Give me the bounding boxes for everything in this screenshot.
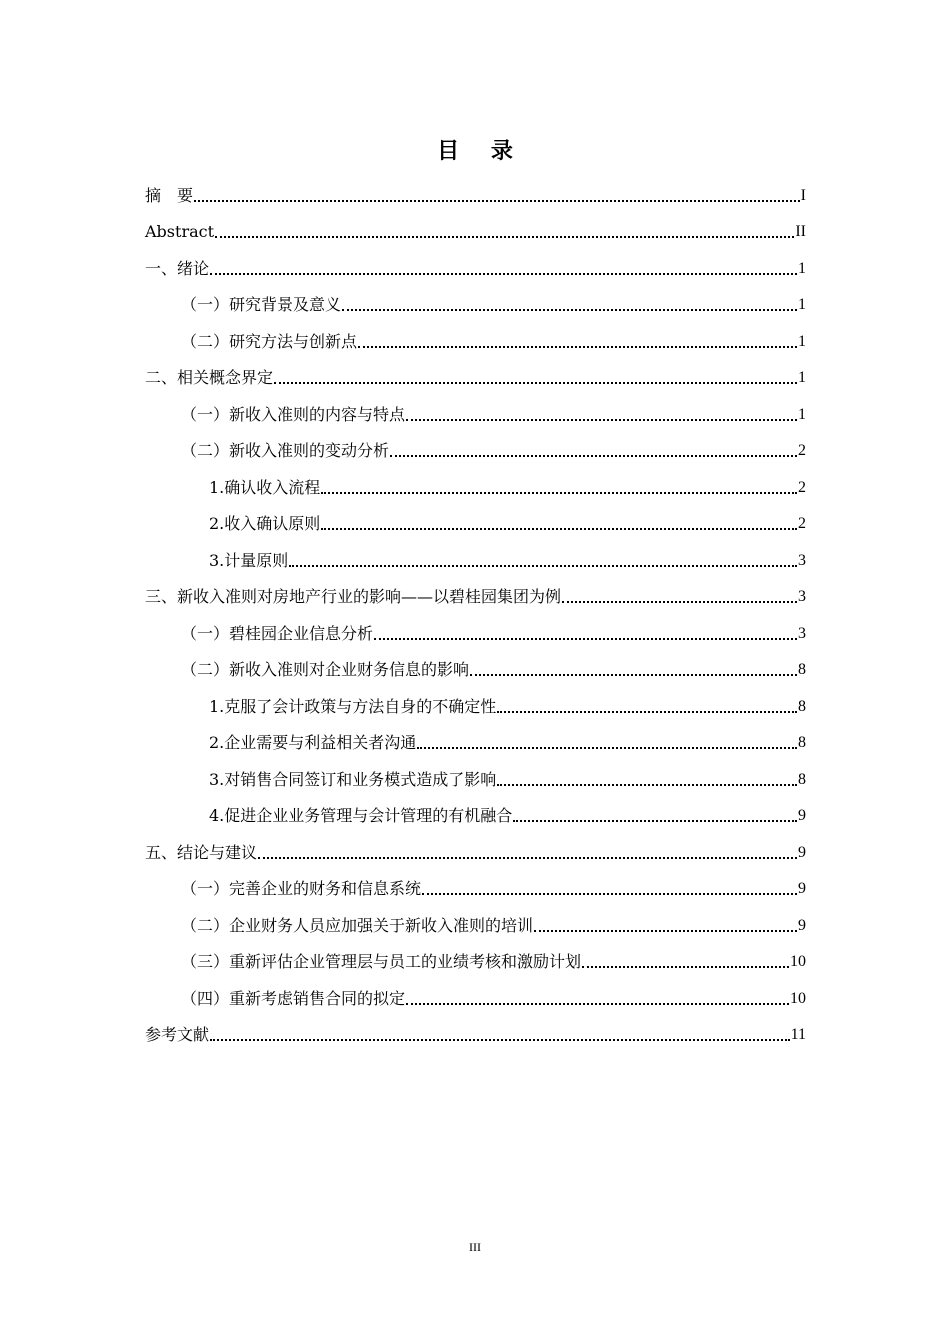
dot-leader	[358, 346, 797, 348]
toc-entry-page: 9	[798, 916, 806, 934]
toc-entry-label: （一）新收入准则的内容与特点	[181, 404, 406, 424]
toc-entry[interactable]	[145, 356, 806, 393]
toc-entry[interactable]	[145, 830, 806, 867]
toc-entry[interactable]	[145, 429, 806, 466]
toc-entry-page: 10	[790, 989, 806, 1007]
toc-entry-page: 11	[790, 1026, 806, 1043]
toc-entry[interactable]	[145, 319, 806, 356]
dot-leader	[215, 236, 794, 238]
toc-entry-label: （二）新收入准则的变动分析	[181, 441, 390, 460]
dot-leader	[582, 966, 789, 968]
toc-entry[interactable]	[145, 794, 806, 831]
toc-entry-label: （一）完善企业的财务和信息系统	[181, 879, 422, 898]
toc-entry[interactable]	[145, 684, 806, 721]
toc-entry[interactable]	[145, 976, 806, 1013]
toc-entry[interactable]	[145, 940, 806, 977]
toc-entry-page: 9	[798, 880, 806, 897]
dot-leader	[497, 784, 797, 786]
toc-entry[interactable]	[145, 1013, 806, 1050]
toc-entry-page: 8	[798, 770, 806, 788]
toc-entry-label: 五、结论与建议	[145, 842, 258, 862]
toc-entry[interactable]	[145, 867, 806, 904]
toc-entry-page: 3	[798, 624, 806, 642]
toc-entry-label: 摘 要	[145, 185, 194, 205]
toc-entry-page: 8	[798, 697, 806, 715]
toc-entry-label: 三、新收入准则对房地产行业的影响——以碧桂园集团为例	[145, 587, 562, 606]
toc-entry-label: （四）重新考虑销售合同的拟定	[181, 988, 406, 1008]
toc-entry-page: 9	[798, 807, 806, 824]
dot-leader	[562, 601, 797, 603]
toc-list	[145, 173, 806, 1049]
toc-entry-page: 3	[798, 588, 806, 605]
toc-entry-label: 3.对销售合同签订和业务模式造成了影响	[209, 769, 497, 789]
toc-entry[interactable]	[145, 903, 806, 940]
toc-entry[interactable]	[145, 502, 806, 539]
toc-entry-label: 2.收入确认原则	[209, 514, 321, 533]
toc-entry-label: 二、相关概念界定	[145, 368, 274, 387]
toc-entry-page: 8	[798, 661, 806, 678]
dot-leader	[321, 528, 797, 530]
toc-entry-label: （一）研究背景及意义	[181, 295, 342, 314]
dot-leader	[194, 200, 800, 202]
toc-entry[interactable]	[145, 757, 806, 794]
toc-entry-label: 1.确认收入流程	[209, 477, 321, 497]
toc-entry-page: 2	[798, 515, 806, 532]
toc-entry[interactable]	[145, 611, 806, 648]
dot-leader	[374, 638, 797, 640]
dot-leader	[210, 273, 797, 275]
toc-entry-page: I	[800, 186, 806, 204]
toc-entry-label: （二）新收入准则对企业财务信息的影响	[181, 660, 470, 679]
toc-entry[interactable]	[145, 465, 806, 502]
toc-entry-page: 2	[798, 442, 806, 459]
toc-entry[interactable]	[145, 721, 806, 758]
toc-entry-page: II	[795, 223, 806, 240]
toc-entry[interactable]	[145, 210, 806, 247]
toc-entry-page: 2	[798, 478, 806, 496]
toc-entry-label: 一、绪论	[145, 258, 210, 278]
dot-leader	[342, 309, 797, 311]
toc-entry-page: 1	[798, 369, 806, 386]
toc-entry-page: 9	[798, 843, 806, 861]
toc-entry-label: 2.企业需要与利益相关者沟通	[209, 733, 417, 752]
dot-leader	[497, 711, 797, 713]
toc-entry[interactable]	[145, 173, 806, 210]
toc-entry-label: 参考文献	[145, 1025, 210, 1044]
toc-entry-label: 4.促进企业业务管理与会计管理的有机融合	[209, 806, 513, 825]
toc-entry[interactable]	[145, 246, 806, 283]
toc-entry[interactable]	[145, 575, 806, 612]
dot-leader	[258, 857, 797, 859]
toc-entry-label: （一）碧桂园企业信息分析	[181, 623, 374, 643]
toc-entry-label: （二）研究方法与创新点	[181, 331, 358, 351]
dot-leader	[513, 820, 797, 822]
toc-entry-page: 1	[798, 259, 806, 277]
toc-entry-label: （三）重新评估企业管理层与员工的业绩考核和激励计划	[181, 952, 582, 971]
toc-entry-label: Abstract	[145, 222, 215, 241]
toc-entry-label: 1.克服了会计政策与方法自身的不确定性	[209, 696, 497, 716]
dot-leader	[417, 747, 797, 749]
toc-entry-page: 8	[798, 734, 806, 751]
toc-entry-label: 3.计量原则	[209, 550, 289, 570]
toc-entry[interactable]	[145, 538, 806, 575]
toc-entry-page: 1	[798, 296, 806, 313]
toc-title: 目 录	[437, 138, 525, 164]
toc-entry[interactable]	[145, 283, 806, 320]
toc-entry-page: 1	[798, 332, 806, 350]
dot-leader	[289, 565, 797, 567]
dot-leader	[406, 1003, 789, 1005]
dot-leader	[406, 419, 797, 421]
dot-leader	[210, 1039, 790, 1041]
toc-entry-label: （二）企业财务人员应加强关于新收入准则的培训	[181, 915, 534, 935]
dot-leader	[321, 492, 797, 494]
toc-entry-page: 3	[798, 551, 806, 569]
dot-leader	[534, 930, 797, 932]
toc-entry-page: 1	[798, 405, 806, 423]
page-number: III	[469, 1240, 481, 1254]
toc-entry[interactable]	[145, 648, 806, 685]
toc-entry[interactable]	[145, 392, 806, 429]
dot-leader	[390, 455, 797, 457]
toc-entry-page: 10	[790, 953, 806, 970]
dot-leader	[470, 674, 797, 676]
dot-leader	[422, 893, 797, 895]
dot-leader	[274, 382, 797, 384]
